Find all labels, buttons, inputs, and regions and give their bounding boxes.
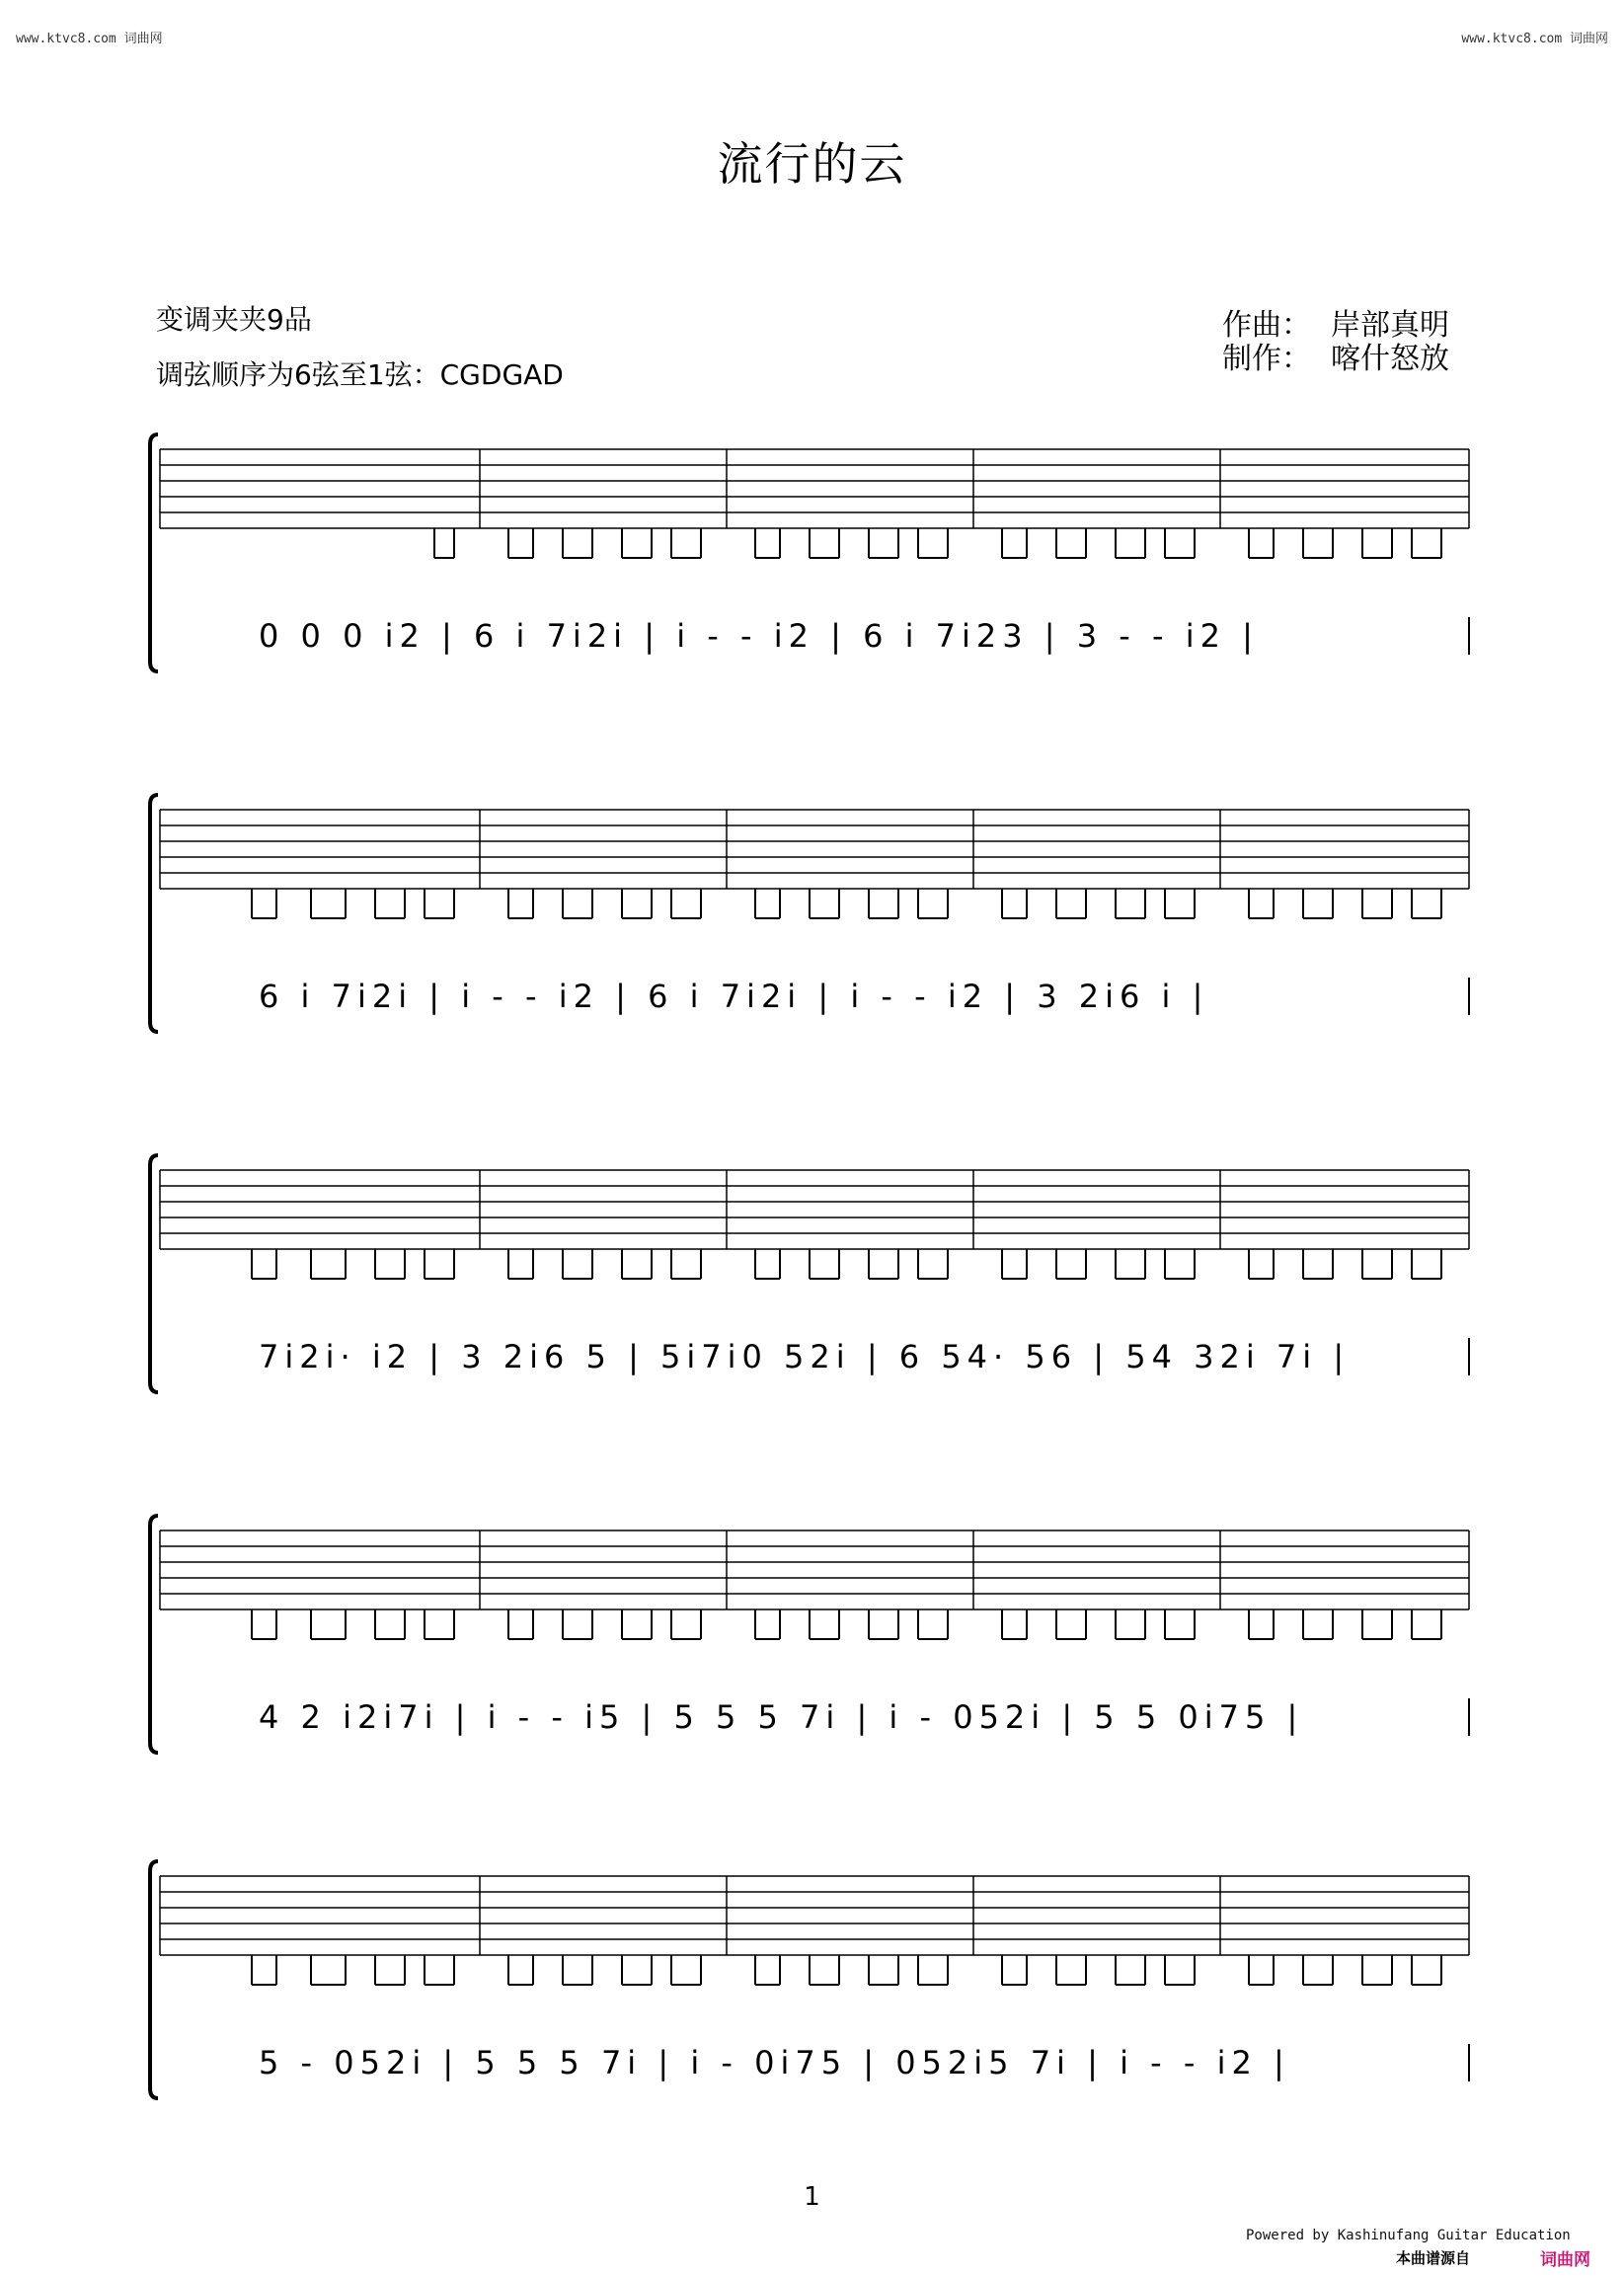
composer-label: 作曲： (1222, 308, 1311, 343)
capo-note: 变调夹夹9品 (156, 303, 312, 336)
jianpu-line: 0 0 0 i2 | 6 i 7i2i | i - - i2 | 6 i 7i23 | 3 - - i2 | (259, 617, 1259, 655)
footer-site-link[interactable]: 词曲网 (1540, 2250, 1590, 2270)
score-system-3 (148, 1150, 1471, 1397)
jianpu-line: 6 i 7i2i | i - - i2 | 6 i 7i2i | i - - i2 | 3 2i6 i | (259, 978, 1209, 1015)
arranger-name: 喀什怒放 (1331, 342, 1449, 376)
composer-name: 岸部真明 (1331, 308, 1449, 343)
tuning-note: 调弦顺序为6弦至1弦：CGDGAD (156, 358, 564, 391)
jianpu-line: 4 2 i2i7i | i - - i5 | 5 5 5 7i | i - 052i | 5 5 0i75 | (259, 1698, 1304, 1736)
score-system-4 (148, 1511, 1471, 1758)
footer-powered: Powered by Kashinufang Guitar Education (1246, 2228, 1571, 2243)
page-number: 1 (804, 2182, 820, 2212)
jianpu-line: 7i2i· i2 | 3 2i6 5 | 5i7i0 52i | 6 54· 56 | 54 32i 7i | (259, 1338, 1351, 1375)
footer-source: 本曲谱源自 (1396, 2249, 1471, 2267)
score-system-2 (148, 790, 1471, 1037)
jianpu-line: 5 - 052i | 5 5 5 7i | i - 0i75 | 052i5 7i | i - - i2 | (259, 2044, 1290, 2081)
score-system-5 (148, 1856, 1471, 2103)
header-left: www.ktvc8.com 词曲网 (16, 32, 163, 46)
arranger-credit (1222, 334, 1449, 377)
score-system-1 (148, 430, 1471, 676)
arranger-label: 制作： (1222, 342, 1311, 376)
header-right: www.ktvc8.com 词曲网 (1461, 32, 1608, 46)
song-title: 流行的云 (717, 137, 907, 191)
